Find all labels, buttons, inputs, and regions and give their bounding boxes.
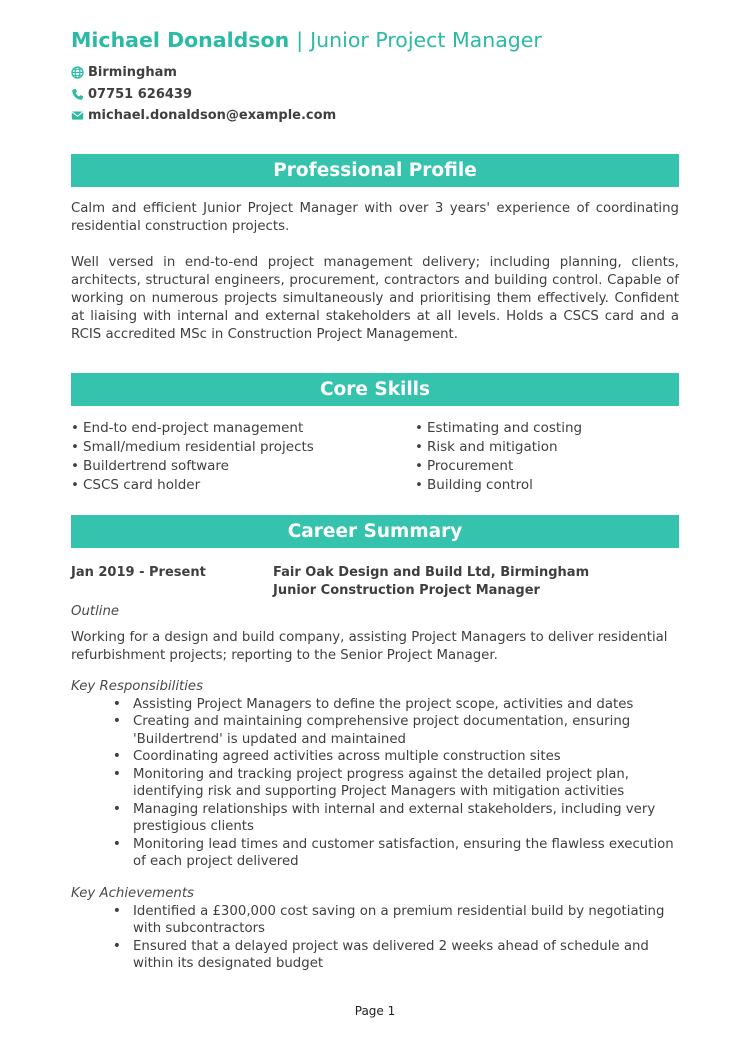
outline-text: Working for a design and build company, assisting Project Managers to deliver residential refurbishment projects; reporting to the Senior Project Manager.	[71, 629, 668, 663]
envelope-icon	[71, 109, 84, 122]
contact-location	[71, 62, 679, 84]
candidate-name: Michael Donaldson	[71, 28, 290, 52]
page-number: Page 1	[354, 1004, 396, 1018]
cv-page	[71, 26, 679, 973]
job-entry	[71, 564, 679, 973]
header-separator: |	[296, 28, 304, 52]
list-item: • Managing relationships with internal and external stakeholders, including very prestigious clients	[112, 800, 656, 834]
responsibilities-label: Key Responsibilities	[71, 678, 204, 694]
contact-phone	[71, 84, 679, 106]
achievements-label: Key Achievements	[71, 885, 194, 901]
skill-item: • Risk and mitigation	[415, 438, 558, 455]
skill-item: • Building control	[415, 476, 533, 493]
skill-item: • Buildertrend software	[71, 457, 229, 474]
section-heading-career: Career Summary	[71, 515, 679, 548]
skill-item: • Procurement	[415, 457, 514, 474]
profile-paragraph: Well versed in end-to-end project management delivery; including planning, clients, architects, structural engineers, procurement, contractors and building control. Capable of working on numerous projects simultaneously and prioritising them effectively. Confident at liaising with internal and external stakeholders at all levels. Holds a CSCS card and a RCIS accredited MSc in Construction Project Management.	[71, 254, 679, 342]
cv-header	[71, 26, 679, 54]
list-item: • Coordinating agreed activities across multiple construction sites	[112, 748, 561, 764]
list-item: • Monitoring lead times and customer satisfaction, ensuring the flawless execution of each project delivered	[112, 835, 674, 869]
section-heading-skills: Core Skills	[71, 373, 679, 406]
skill-item: • End-to end-project management	[71, 419, 304, 436]
achievements-list	[71, 903, 679, 973]
job-company: Fair Oak Design and Build Ltd, Birmingham	[273, 564, 590, 580]
skills-column-left	[71, 419, 415, 495]
job-header	[71, 564, 679, 600]
job-dates: Jan 2019 - Present	[71, 564, 206, 580]
list-item: • Identified a £300,000 cost saving on a premium residential build by negotiating with subcontractors	[112, 902, 665, 936]
skill-item: • CSCS card holder	[71, 476, 201, 493]
outline-label: Outline	[71, 603, 120, 619]
phone-icon	[71, 88, 84, 101]
contact-email	[71, 105, 679, 127]
skills-column-right	[415, 419, 582, 495]
list-item: • Monitoring and tracking project progress against the detailed project plan, identifying risk and supporting Project Managers with mitigation activities	[112, 765, 630, 799]
contact-details	[71, 62, 679, 127]
job-title: Junior Project Manager	[310, 28, 542, 52]
list-item: • Assisting Project Managers to define the project scope, activities and dates	[112, 695, 634, 712]
skill-item: • Small/medium residential projects	[71, 438, 314, 455]
globe-icon	[71, 66, 84, 79]
skills-list	[71, 419, 679, 495]
profile-paragraph: Calm and efficient Junior Project Manager with over 3 years' experience of coordinating residential construction projects.	[71, 200, 679, 234]
job-employer	[273, 564, 589, 600]
responsibilities-list	[71, 696, 679, 871]
skill-item: • Estimating and costing	[415, 419, 583, 436]
location-text: Birmingham	[88, 65, 177, 81]
email-text[interactable]: michael.donaldson@example.com	[88, 108, 337, 124]
list-item: • Creating and maintaining comprehensive project documentation, ensuring 'Buildertrend' is updated and maintained	[112, 713, 631, 747]
phone-text: 07751 626439	[88, 86, 193, 102]
list-item: • Ensured that a delayed project was delivered 2 weeks ahead of schedule and within its designated budget	[112, 937, 649, 971]
section-heading-profile: Professional Profile	[71, 154, 679, 187]
job-role: Junior Construction Project Manager	[273, 582, 540, 598]
